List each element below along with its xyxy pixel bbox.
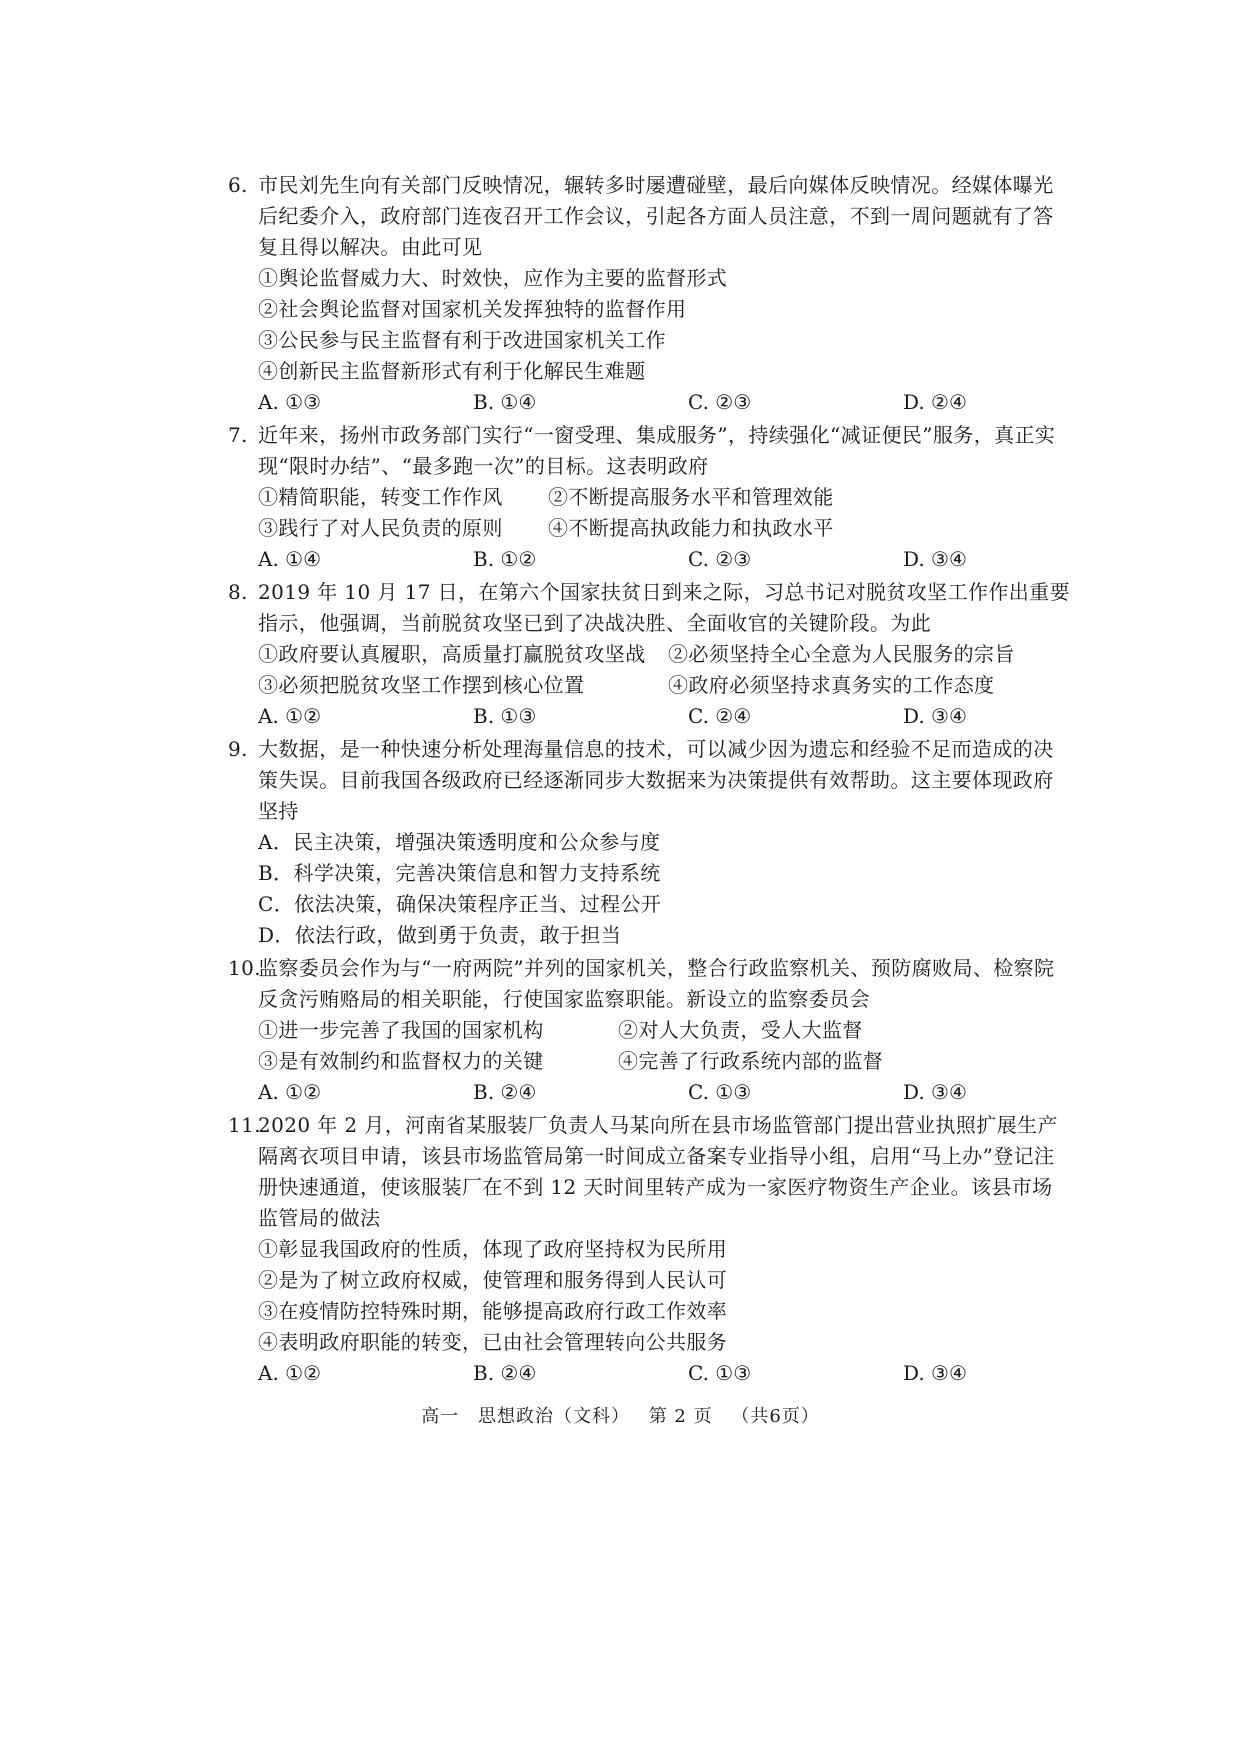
question-number: 9. bbox=[228, 737, 248, 761]
statement: ③是有效制约和监督权力的关键 bbox=[258, 1049, 544, 1073]
option-d: D. ②④ bbox=[903, 390, 967, 414]
statement: ①舆论监督威力大、时效快，应作为主要的监督形式 bbox=[258, 266, 728, 290]
question-number: 7. bbox=[228, 423, 248, 447]
option-a: A. ①② bbox=[258, 704, 322, 728]
question-text: 市民刘先生向有关部门反映情况，辗转多时屡遭碰壁，最后向媒体反映情况。经媒体曝光后纪委介入，政府部门连夜召开工作会议，引起各方面人员注意，不到一周问题就有了答复且得以解决。由此可见 bbox=[258, 173, 1054, 259]
question-7 bbox=[228, 420, 1071, 575]
footer-subject: 思想政治（文科） bbox=[477, 1406, 630, 1427]
option-d: D. ③④ bbox=[903, 1361, 967, 1385]
answer-options bbox=[228, 387, 1071, 418]
option-d: D. ③④ bbox=[903, 1080, 967, 1104]
footer-total-pages: （共6页） bbox=[731, 1406, 820, 1427]
answer-options bbox=[228, 1358, 1071, 1389]
question-stem bbox=[228, 420, 1071, 482]
statement: ③在疫情防控特殊时期，能够提高政府行政工作效率 bbox=[258, 1299, 728, 1323]
question-number: 6. bbox=[228, 173, 248, 197]
statement: ①精简职能，转变工作作风 bbox=[258, 485, 503, 509]
option-c: C. ②④ bbox=[688, 704, 752, 728]
option-b: B．科学决策，完善决策信息和智力支持系统 bbox=[258, 861, 661, 885]
statement: ②必须坚持全心全意为人民服务的宗旨 bbox=[668, 642, 1015, 666]
option-a: A. ①③ bbox=[258, 390, 322, 414]
statement: ④表明政府职能的转变，已由社会管理转向公共服务 bbox=[258, 1330, 728, 1354]
question-number: 11. bbox=[228, 1113, 262, 1137]
option-a: A. ①② bbox=[258, 1080, 322, 1104]
statement: ②社会舆论监督对国家机关发挥独特的监督作用 bbox=[258, 297, 687, 321]
question-8 bbox=[228, 577, 1071, 732]
option-a: A．民主决策，增强决策透明度和公众参与度 bbox=[258, 830, 661, 854]
footer-grade: 高一 bbox=[421, 1406, 460, 1427]
statements bbox=[228, 639, 1071, 701]
option-d: D. ③④ bbox=[903, 547, 967, 571]
question-number: 8. bbox=[228, 580, 248, 604]
statement: ③必须把脱贫攻坚工作摆到核心位置 bbox=[258, 673, 585, 697]
question-number: 10. bbox=[228, 956, 262, 980]
option-c: C．依法决策，确保决策程序正当、过程公开 bbox=[258, 892, 662, 916]
option-b: B. ①④ bbox=[473, 390, 537, 414]
question-stem bbox=[228, 734, 1071, 827]
option-b: B. ①③ bbox=[473, 704, 537, 728]
option-c: C. ②③ bbox=[688, 547, 752, 571]
question-stem bbox=[228, 953, 1071, 1015]
page-footer bbox=[0, 1402, 1241, 1428]
statement: ④不断提高执政能力和执政水平 bbox=[548, 516, 834, 540]
option-c: C. ②③ bbox=[688, 390, 752, 414]
question-text: 监察委员会作为与“一府两院”并列的国家机关，整合行政监察机关、预防腐败局、检察院反贪污贿赂局的相关职能，行使国家监察职能。新设立的监察委员会 bbox=[258, 956, 1055, 1011]
question-stem bbox=[228, 577, 1071, 639]
statement: ③践行了对人民负责的原则 bbox=[258, 516, 503, 540]
statement: ②不断提高服务水平和管理效能 bbox=[548, 485, 834, 509]
statement: ②对人大负责，受人大监督 bbox=[618, 1018, 863, 1042]
statement: ①进一步完善了我国的国家机构 bbox=[258, 1018, 544, 1042]
option-d: D．依法行政，做到勇于负责，敢于担当 bbox=[258, 923, 622, 947]
option-c: C. ①③ bbox=[688, 1361, 752, 1385]
option-c: C. ①③ bbox=[688, 1080, 752, 1104]
answer-options bbox=[228, 1077, 1071, 1108]
option-a: A. ①④ bbox=[258, 547, 322, 571]
footer-page-number: 第 2 页 bbox=[648, 1406, 713, 1427]
statements bbox=[228, 482, 1071, 544]
question-stem bbox=[228, 170, 1071, 263]
question-text: 大数据，是一种快速分析处理海量信息的技术，可以减少因为遗忘和经验不足而造成的决策失误。目前我国各级政府已经逐渐同步大数据来为决策提供有效帮助。这主要体现政府坚持 bbox=[258, 737, 1054, 823]
question-10 bbox=[228, 953, 1071, 1108]
option-d: D. ③④ bbox=[903, 704, 967, 728]
statement: ④创新民主监督新形式有利于化解民生难题 bbox=[258, 359, 646, 383]
question-text: 2020 年 2 月，河南省某服装厂负责人马某向所在县市场监管部门提出营业执照扩展生产隔离衣项目申请，该县市场监管局第一时间成立备案专业指导小组，启用“马上办”登记注册快速通道，使该服装厂在不到 12 天时间里转产成为一家医疗物资生产企业。该县市场监管局的做法 bbox=[258, 1113, 1058, 1230]
statement: ③公民参与民主监督有利于改进国家机关工作 bbox=[258, 328, 666, 352]
statement: ④完善了行政系统内部的监督 bbox=[618, 1049, 884, 1073]
statement: ①彰显我国政府的性质，体现了政府坚持权为民所用 bbox=[258, 1237, 728, 1261]
question-stem bbox=[228, 1110, 1071, 1234]
question-text: 近年来，扬州市政务部门实行“一窗受理、集成服务”，持续强化“减证便民”服务，真正实现“限时办结”、“最多跑一次”的目标。这表明政府 bbox=[258, 423, 1056, 478]
question-text: 2019 年 10 月 17 日，在第六个国家扶贫日到来之际，习总书记对脱贫攻坚工作作出重要指示，他强调，当前脱贫攻坚已到了决战决胜、全面收官的关键阶段。为此 bbox=[258, 580, 1070, 635]
option-b: B. ①② bbox=[473, 547, 537, 571]
question-11 bbox=[228, 1110, 1071, 1389]
option-a: A. ①② bbox=[258, 1361, 322, 1385]
option-b: B. ②④ bbox=[473, 1080, 537, 1104]
option-b: B. ②④ bbox=[473, 1361, 537, 1385]
answer-options bbox=[228, 701, 1071, 732]
question-9 bbox=[228, 734, 1071, 951]
statements bbox=[228, 1015, 1071, 1077]
question-6 bbox=[228, 170, 1071, 418]
statement: ①政府要认真履职，高质量打赢脱贫攻坚战 bbox=[258, 642, 646, 666]
answer-options bbox=[228, 544, 1071, 575]
statement: ④政府必须坚持求真务实的工作态度 bbox=[668, 673, 995, 697]
statement: ②是为了树立政府权威，使管理和服务得到人民认可 bbox=[258, 1268, 728, 1292]
